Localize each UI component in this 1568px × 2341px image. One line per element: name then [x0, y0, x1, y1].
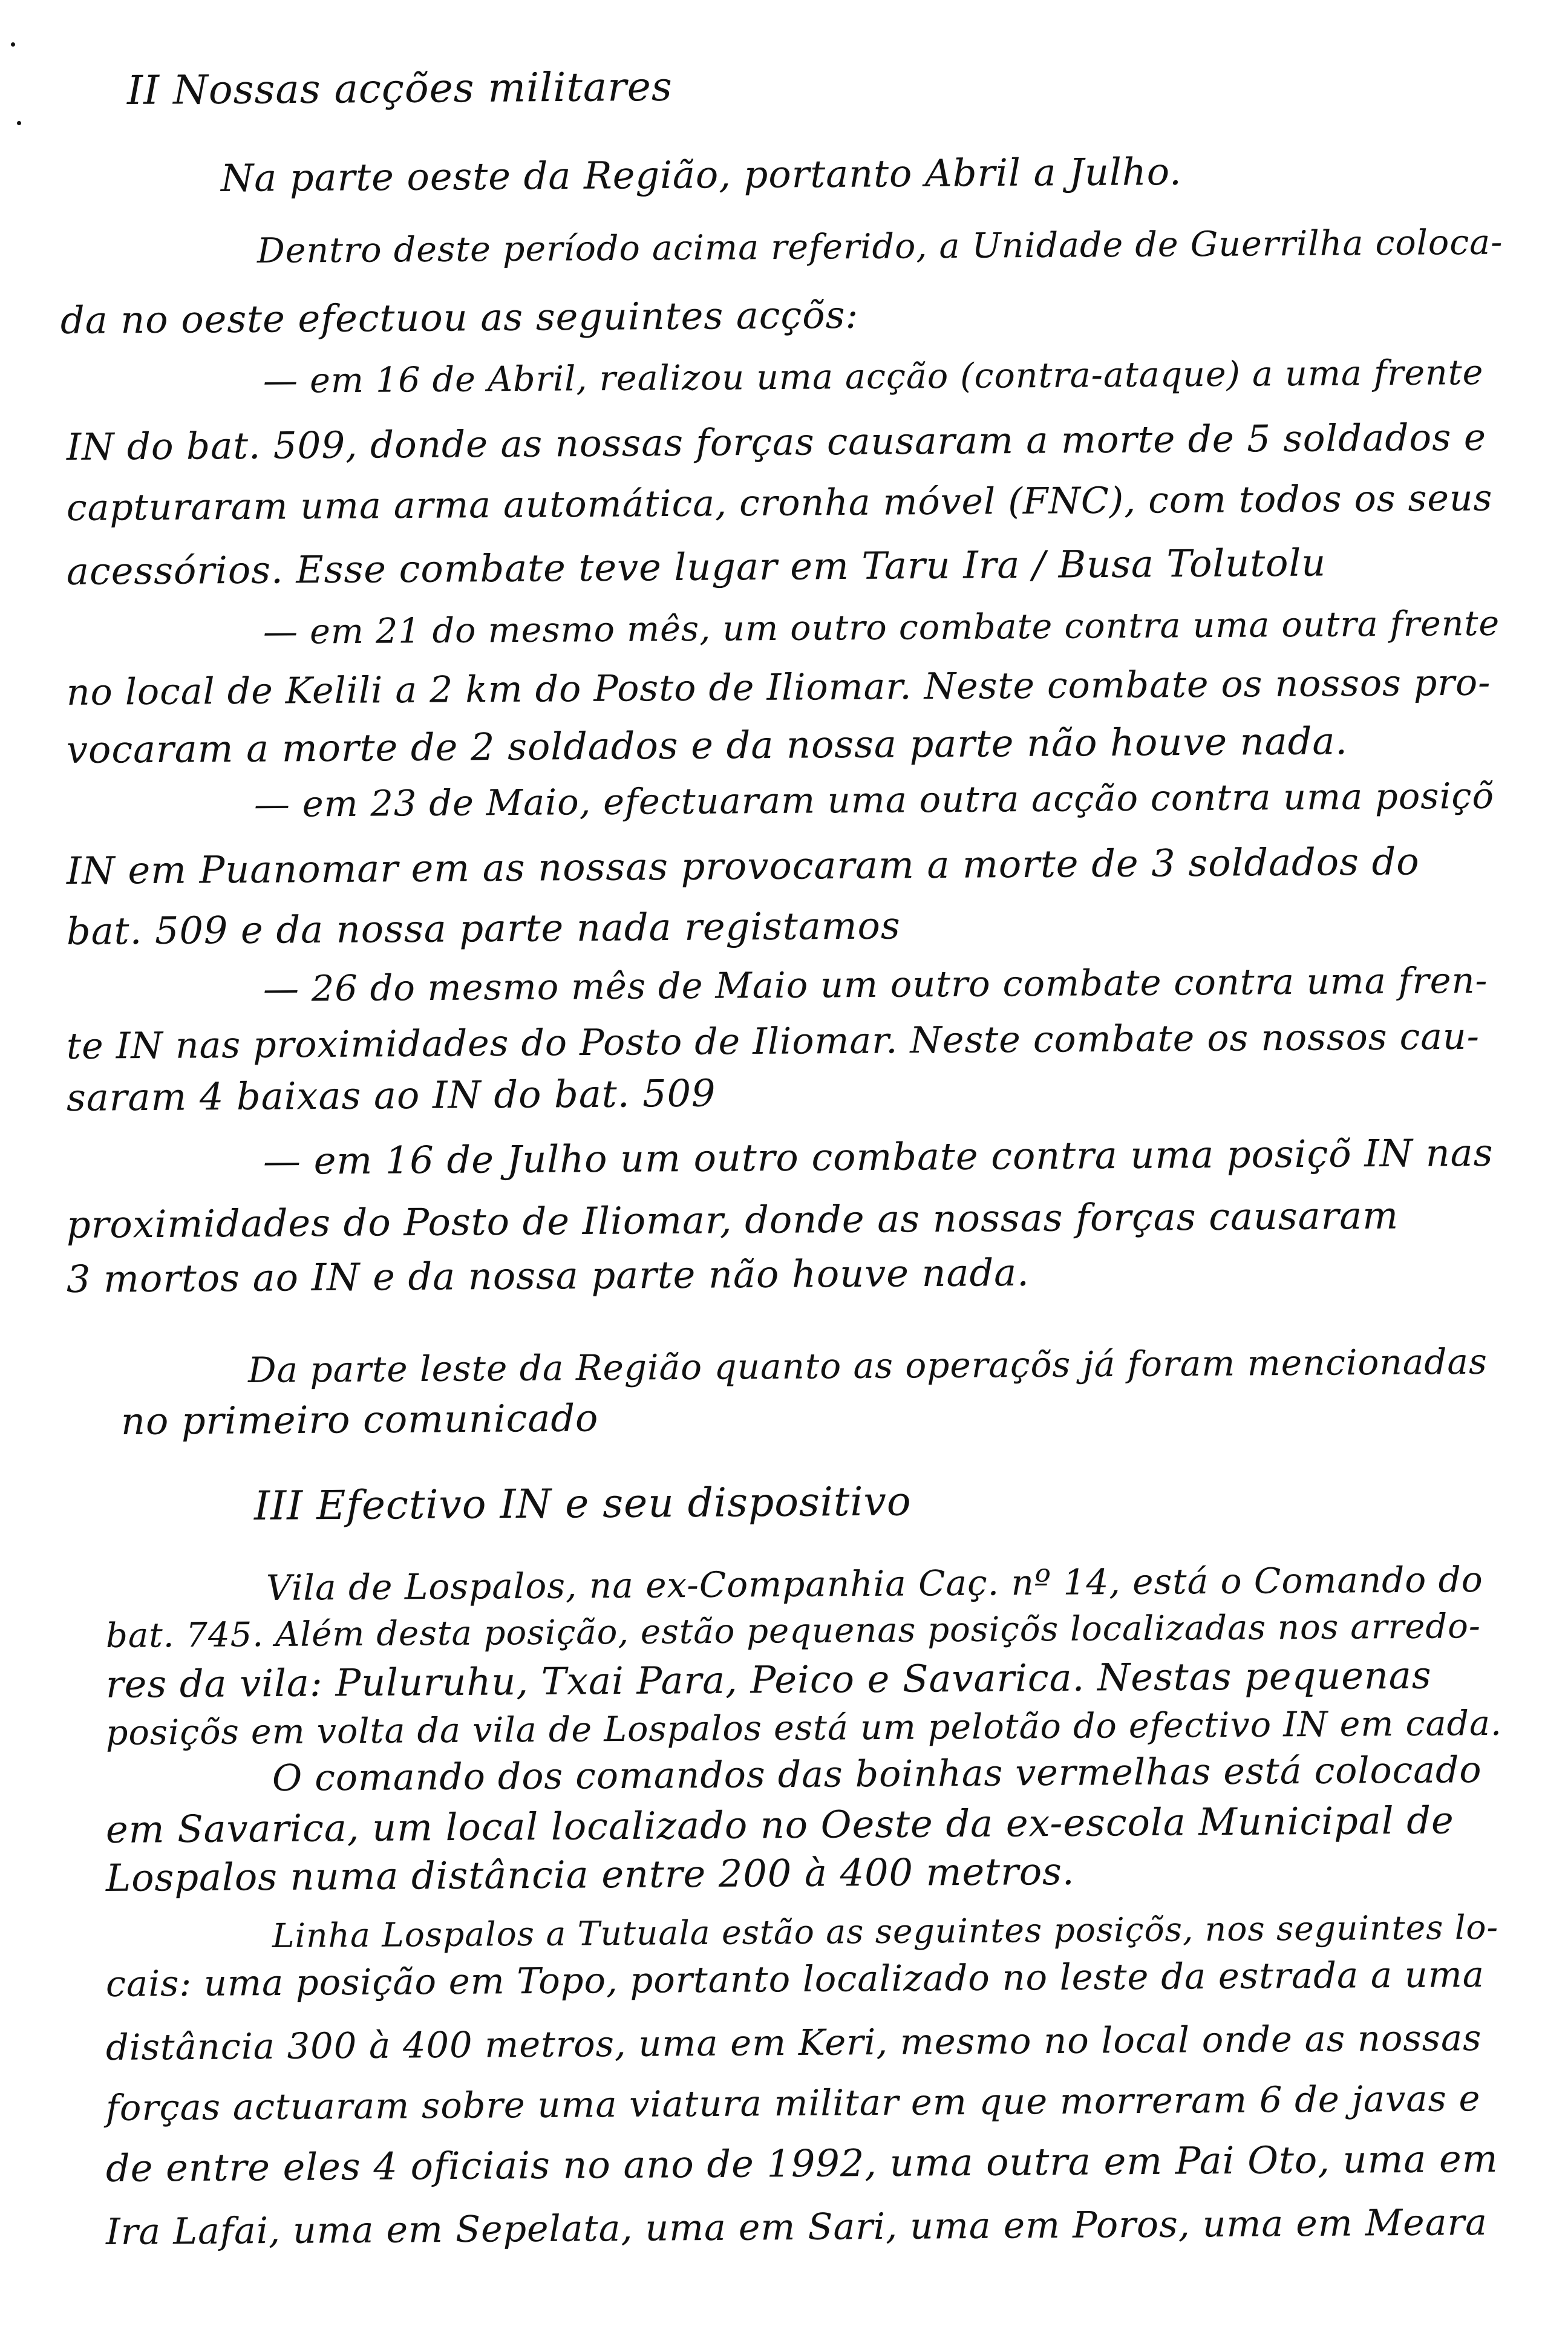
- text-line: proximidades do Posto de Iliomar, donde as nossas forças causaram: [66, 1193, 1399, 1247]
- text-line: — em 21 do mesmo mês, um outro combate contra uma outra frente: [263, 603, 1500, 652]
- text-line: forças actuaram sobre uma viatura militar em que morreram 6 de javas e: [105, 2077, 1481, 2129]
- text-line: — em 23 de Maio, efectuaram uma outra acção contra uma posiçõ: [253, 774, 1495, 825]
- text-line: acessórios. Esse combate teve lugar em Taru Ira / Busa Tolutolu: [66, 540, 1327, 593]
- text-line: bat. 509 e da nossa parte nada registamos: [66, 903, 901, 953]
- text-line: capturaram uma arma automática, cronha móvel (FNC), com todos os seus: [66, 477, 1493, 529]
- text-line: de entre eles 4 oficiais no ano de 1992, uma outra em Pai Oto, uma em: [105, 2136, 1498, 2190]
- text-line: — em 16 de Abril, realizou uma acção (contra-ataque) a uma frente: [263, 352, 1484, 401]
- text-line: em Savarica, um local localizado no Oeste da ex-escola Municipal de: [105, 1798, 1454, 1852]
- section-heading: III Efectivo IN e seu dispositivo: [253, 1478, 912, 1529]
- ink-speck: [17, 121, 21, 125]
- text-line: O comando dos comandos das boinhas vermelhas está colocado: [272, 1749, 1482, 1800]
- text-line: IN em Puanomar em as nossas provocaram a morte de 3 soldados do: [66, 839, 1420, 893]
- text-line: 3 mortos ao IN e da nossa parte não houve nada.: [66, 1250, 1030, 1301]
- text-line: — 26 do mesmo mês de Maio um outro combate contra uma fren-: [263, 959, 1488, 1010]
- text-line: saram 4 baixas ao IN do bat. 509: [66, 1071, 716, 1120]
- text-line: — em 16 de Julho um outro combate contra uma posiçõ IN nas: [263, 1130, 1494, 1183]
- text-line: posiçõs em volta da vila de Lospalos está um pelotão do efectivo IN em cada.: [105, 1703, 1503, 1753]
- text-line: bat. 745. Além desta posição, estão pequenas posiçõs localizadas nos arredo-: [105, 1607, 1481, 1656]
- text-line: res da vila: Puluruhu, Txai Para, Peico e Savarica. Nestas pequenas: [105, 1653, 1432, 1706]
- text-line: te IN nas proximidades do Posto de Iliomar. Neste combate os nossos cau-: [66, 1015, 1480, 1068]
- text-line: no local de Kelili a 2 km do Posto de Iliomar. Neste combate os nossos pro-: [66, 661, 1491, 714]
- text-line: Ira Lafai, uma em Sepelata, uma em Sari, uma em Poros, uma em Meara: [105, 2201, 1488, 2253]
- text-line: Da parte leste da Região quanto as operaçõs já foram mencionadas: [247, 1340, 1488, 1391]
- text-line: IN do bat. 509, donde as nossas forças causaram a morte de 5 soldados e: [66, 416, 1487, 469]
- text-line: Na parte oeste da Região, portanto Abril a Julho.: [220, 149, 1182, 200]
- text-line: da no oeste efectuou as seguintes acçõs:: [60, 292, 859, 342]
- text-line: Dentro deste período acima referido, a Unidade de Guerrilha coloca-: [256, 222, 1503, 271]
- text-line: distância 300 à 400 metros, uma em Keri, mesmo no local onde as nossas: [105, 2017, 1482, 2068]
- text-line: Lospalos numa distância entre 200 à 400 metros.: [105, 1849, 1075, 1900]
- ink-speck: [11, 42, 15, 47]
- text-line: Linha Lospalos a Tutuala estão as seguintes posiçõs, nos seguintes lo-: [272, 1907, 1499, 1955]
- text-line: Vila de Lospalos, na ex-Companhia Caç. nº 14, está o Comando do: [266, 1558, 1483, 1608]
- text-line: cais: uma posição em Topo, portanto localizado no leste da estrada a uma: [105, 1953, 1485, 2005]
- text-line: vocaram a morte de 2 soldados e da nossa parte não houve nada.: [66, 719, 1348, 772]
- section-heading: II Nossas acções militares: [126, 63, 673, 114]
- text-line: no primeiro comunicado: [120, 1396, 599, 1443]
